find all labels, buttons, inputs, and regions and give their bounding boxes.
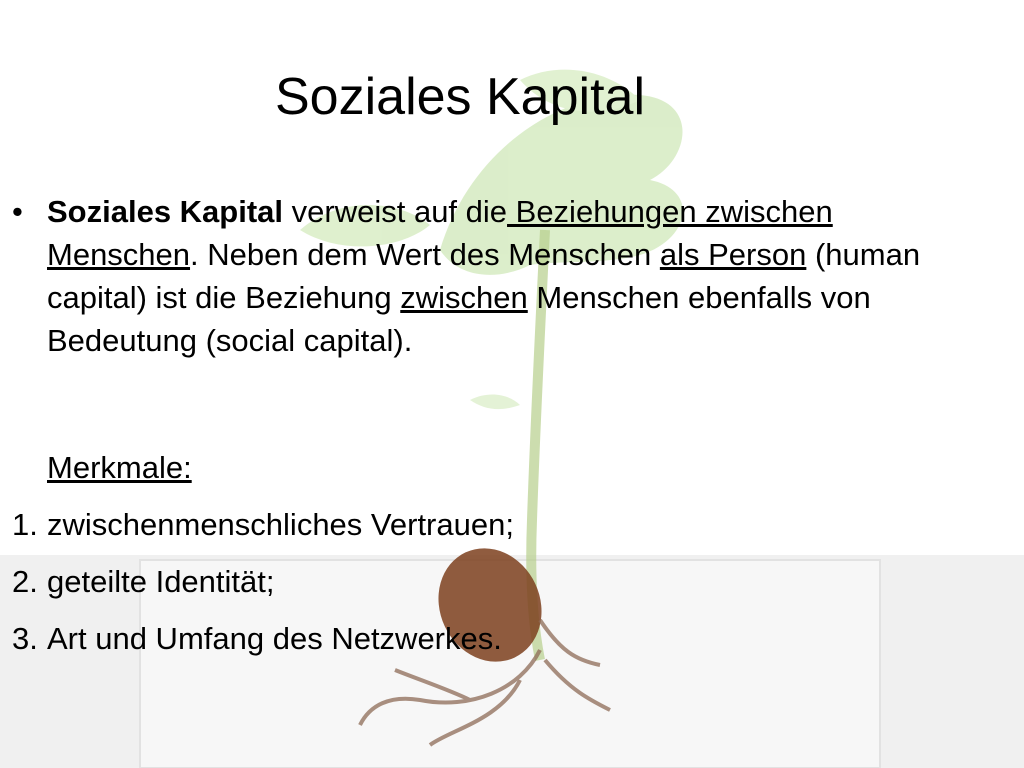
bullet-icon: • bbox=[12, 194, 23, 229]
underlined-segment: als Person bbox=[659, 237, 807, 272]
list-item bbox=[12, 617, 502, 660]
list-number: 2. bbox=[12, 564, 38, 599]
page-title: Soziales Kapital bbox=[275, 68, 645, 126]
text-segment: (human capital) ist die Beziehung bbox=[47, 237, 921, 315]
list-number: 1. bbox=[12, 507, 38, 542]
underlined-segment: Beziehungen zwischen Menschen bbox=[47, 194, 833, 272]
list-item bbox=[12, 560, 275, 603]
bold-term: Soziales Kapital bbox=[47, 194, 284, 229]
definition-paragraph bbox=[47, 190, 967, 362]
text-segment: verweist auf die bbox=[283, 194, 508, 229]
features-heading: Merkmale: bbox=[47, 450, 192, 485]
list-text: zwischenmenschliches Vertrauen; bbox=[47, 507, 514, 542]
list-item bbox=[12, 503, 514, 546]
list-number: 3. bbox=[12, 621, 38, 656]
underlined-segment: zwischen bbox=[400, 280, 528, 315]
text-segment: . Neben dem Wert des Menschen bbox=[190, 237, 660, 272]
text-segment: Menschen ebenfalls von Bedeutung (social capital). bbox=[47, 280, 871, 358]
list-text: Art und Umfang des Netzwerkes. bbox=[47, 621, 502, 656]
list-text: geteilte Identität; bbox=[47, 564, 275, 599]
